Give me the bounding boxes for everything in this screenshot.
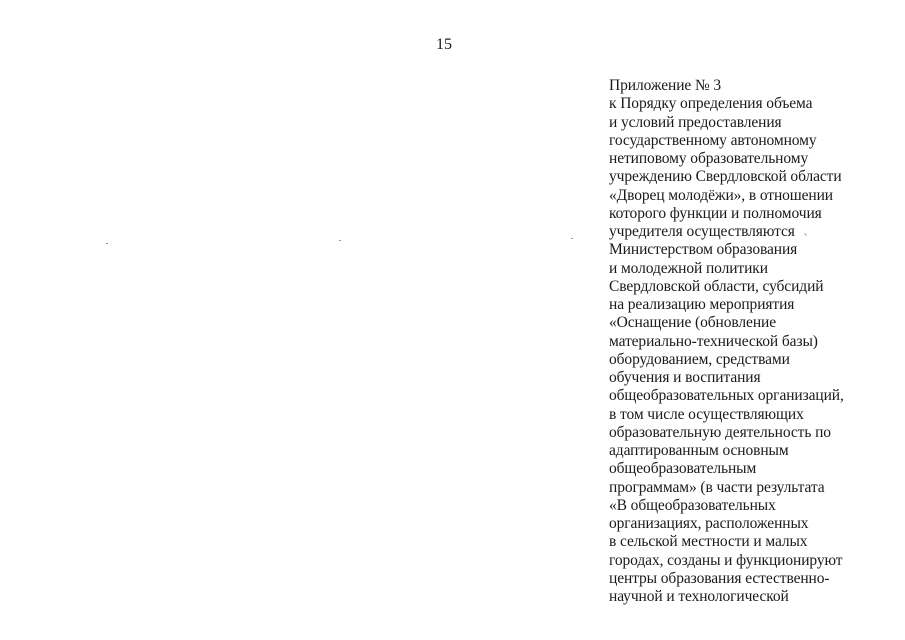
appendix-text-line: организациях, расположенных xyxy=(609,515,809,532)
appendix-text-line: материально-технической базы) xyxy=(609,332,818,350)
appendix-text-line: программам» (в части результата xyxy=(609,478,825,496)
appendix-title: Приложение № 3 xyxy=(609,77,722,94)
appendix-text-line: на реализацию мероприятия xyxy=(609,296,795,313)
page-number: 15 xyxy=(436,36,452,53)
scan-speck xyxy=(571,238,573,239)
appendix-text-line: которого функции и полномочия xyxy=(609,204,822,222)
appendix-text-line: Министерством образования xyxy=(609,241,798,259)
appendix-text-line: обучения и воспитания xyxy=(609,369,761,386)
appendix-header-block xyxy=(609,77,899,606)
appendix-text-line: образовательную деятельность по xyxy=(609,423,831,441)
appendix-text-line: к Порядку определения объема xyxy=(609,95,813,113)
appendix-text-line: нетиповому образовательному xyxy=(609,150,809,167)
appendix-text-line: и условий предоставления xyxy=(609,113,782,131)
scan-speck xyxy=(339,240,341,241)
appendix-text-line: и молодежной политики xyxy=(609,259,768,277)
appendix-text-line: научной и технологической xyxy=(609,588,789,605)
appendix-text-line: центры образования естественно- xyxy=(609,569,830,587)
appendix-text-line: учреждению Свердловской области xyxy=(609,168,842,186)
appendix-text-line: общеобразовательных организаций, xyxy=(609,387,844,405)
appendix-text-line: «Дворец молодёжи», в отношении xyxy=(609,186,834,204)
appendix-text-line: адаптированным основным xyxy=(609,442,789,459)
appendix-text-line: общеобразовательным xyxy=(609,460,757,478)
appendix-text-line: учредителя осуществляются xyxy=(609,223,795,240)
appendix-text-line: в сельской местности и малых xyxy=(609,533,808,551)
appendix-text-line: городах, созданы и функционируют xyxy=(609,551,843,569)
scan-speck xyxy=(106,243,108,244)
appendix-text-line: Свердловской области, субсидий xyxy=(609,277,824,295)
appendix-text-line: «Оснащение (обновление xyxy=(609,314,776,332)
appendix-text-line: государственному автономному xyxy=(609,131,817,149)
appendix-text-line: оборудованием, средствами xyxy=(609,350,790,368)
appendix-text-line: «В общеобразовательных xyxy=(609,496,776,514)
appendix-text-line: в том числе осуществляющих xyxy=(609,405,804,423)
